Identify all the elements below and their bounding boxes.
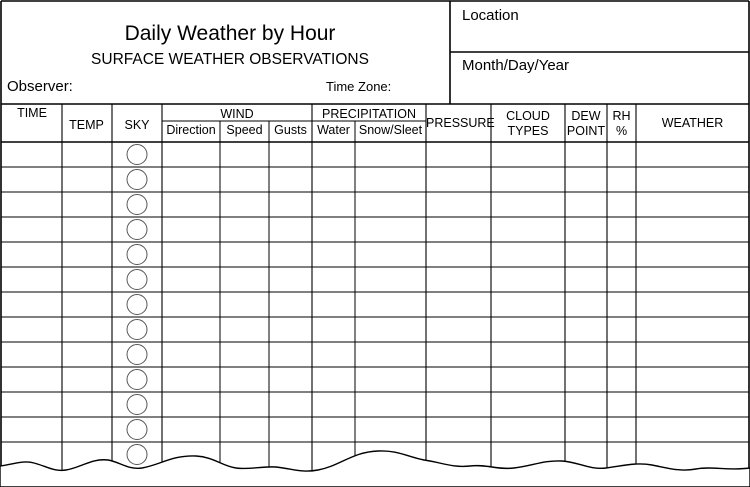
precip-water-cell[interactable] bbox=[312, 342, 355, 367]
rh-cell[interactable] bbox=[607, 267, 636, 292]
date-field[interactable] bbox=[580, 55, 745, 100]
precip-snow-cell[interactable] bbox=[355, 317, 426, 342]
wind-gusts-cell[interactable] bbox=[269, 292, 312, 317]
dew-point-cell[interactable] bbox=[565, 417, 607, 442]
precip-snow-cell[interactable] bbox=[355, 342, 426, 367]
temp-cell[interactable] bbox=[62, 217, 112, 242]
weather-cell[interactable] bbox=[636, 192, 749, 217]
dew-point-cell[interactable] bbox=[565, 167, 607, 192]
weather-cell[interactable] bbox=[636, 342, 749, 367]
pressure-cell[interactable] bbox=[426, 192, 491, 217]
wind-speed-cell[interactable] bbox=[220, 192, 269, 217]
header-wind-speed: Speed bbox=[226, 123, 263, 137]
cloud-types-cell[interactable] bbox=[491, 342, 565, 367]
pressure-cell[interactable] bbox=[426, 417, 491, 442]
precip-snow-cell[interactable] bbox=[355, 417, 426, 442]
wind-speed-cell[interactable] bbox=[220, 417, 269, 442]
rh-cell[interactable] bbox=[607, 167, 636, 192]
pressure-cell[interactable] bbox=[426, 142, 491, 167]
wind-direction-cell[interactable] bbox=[162, 367, 220, 392]
dew-point-cell[interactable] bbox=[565, 292, 607, 317]
pressure-cell[interactable] bbox=[426, 392, 491, 417]
temp-cell[interactable] bbox=[62, 442, 112, 467]
cloud-types-cell[interactable] bbox=[491, 442, 565, 467]
rh-cell[interactable] bbox=[607, 342, 636, 367]
observer-field[interactable] bbox=[80, 76, 320, 98]
precip-water-cell[interactable] bbox=[312, 242, 355, 267]
sky-cell bbox=[112, 342, 162, 367]
precip-water-cell[interactable] bbox=[312, 267, 355, 292]
dew-point-cell[interactable] bbox=[565, 442, 607, 467]
wind-speed-cell[interactable] bbox=[220, 242, 269, 267]
header-precip-snow: Snow/Sleet bbox=[358, 123, 423, 137]
pressure-cell[interactable] bbox=[426, 342, 491, 367]
wind-direction-cell[interactable] bbox=[162, 267, 220, 292]
cloud-types-cell[interactable] bbox=[491, 367, 565, 392]
rh-cell[interactable] bbox=[607, 367, 636, 392]
location-field[interactable] bbox=[530, 4, 745, 48]
dew-point-cell[interactable] bbox=[565, 192, 607, 217]
form-title: Daily Weather by Hour bbox=[124, 22, 336, 45]
pressure-cell[interactable] bbox=[426, 442, 491, 467]
wind-gusts-cell[interactable] bbox=[269, 392, 312, 417]
time-cell[interactable] bbox=[1, 192, 62, 217]
wind-direction-cell[interactable] bbox=[162, 442, 220, 467]
precip-water-cell[interactable] bbox=[312, 392, 355, 417]
wind-direction-cell[interactable] bbox=[162, 292, 220, 317]
temp-cell[interactable] bbox=[62, 417, 112, 442]
header-wind-gusts: Gusts bbox=[274, 123, 307, 137]
time-cell[interactable] bbox=[1, 417, 62, 442]
header-rh-line2: % bbox=[615, 124, 628, 138]
wind-gusts-cell[interactable] bbox=[269, 342, 312, 367]
wind-direction-cell[interactable] bbox=[162, 417, 220, 442]
cloud-types-cell[interactable] bbox=[491, 392, 565, 417]
wind-gusts-cell[interactable] bbox=[269, 167, 312, 192]
header-temp: TEMP bbox=[69, 118, 104, 132]
temp-cell[interactable] bbox=[62, 317, 112, 342]
dew-point-cell[interactable] bbox=[565, 217, 607, 242]
time-cell[interactable] bbox=[1, 292, 62, 317]
precip-water-cell[interactable] bbox=[312, 217, 355, 242]
header-weather: WEATHER bbox=[661, 116, 724, 130]
wind-speed-cell[interactable] bbox=[220, 167, 269, 192]
rh-cell[interactable] bbox=[607, 392, 636, 417]
wind-gusts-cell[interactable] bbox=[269, 267, 312, 292]
precip-water-cell[interactable] bbox=[312, 142, 355, 167]
precip-snow-cell[interactable] bbox=[355, 392, 426, 417]
precip-snow-cell[interactable] bbox=[355, 242, 426, 267]
precip-water-cell[interactable] bbox=[312, 192, 355, 217]
header-time: TIME bbox=[17, 106, 47, 120]
observer-label: Observer: bbox=[7, 78, 73, 95]
cloud-types-cell[interactable] bbox=[491, 242, 565, 267]
weather-cell[interactable] bbox=[636, 367, 749, 392]
wind-speed-cell[interactable] bbox=[220, 342, 269, 367]
pressure-cell[interactable] bbox=[426, 292, 491, 317]
temp-cell[interactable] bbox=[62, 267, 112, 292]
wind-gusts-cell[interactable] bbox=[269, 367, 312, 392]
wind-direction-cell[interactable] bbox=[162, 142, 220, 167]
header-precip-water: Water bbox=[317, 123, 350, 137]
time-cell[interactable] bbox=[1, 342, 62, 367]
sky-cell bbox=[112, 367, 162, 392]
header-dew-point-line2: POINT bbox=[566, 124, 606, 138]
rh-cell[interactable] bbox=[607, 192, 636, 217]
pressure-cell[interactable] bbox=[426, 367, 491, 392]
sky-cell bbox=[112, 167, 162, 192]
weather-cell[interactable] bbox=[636, 242, 749, 267]
rh-cell[interactable] bbox=[607, 442, 636, 467]
timezone-field[interactable] bbox=[395, 76, 447, 98]
sky-cell bbox=[112, 417, 162, 442]
time-cell[interactable] bbox=[1, 217, 62, 242]
sky-cell bbox=[112, 267, 162, 292]
rh-cell[interactable] bbox=[607, 292, 636, 317]
time-cell[interactable] bbox=[1, 367, 62, 392]
precip-snow-cell[interactable] bbox=[355, 192, 426, 217]
temp-cell[interactable] bbox=[62, 342, 112, 367]
cloud-types-cell[interactable] bbox=[491, 167, 565, 192]
header-cloud-types-line2: TYPES bbox=[507, 124, 549, 138]
wind-gusts-cell[interactable] bbox=[269, 417, 312, 442]
wind-direction-cell[interactable] bbox=[162, 392, 220, 417]
dew-point-cell[interactable] bbox=[565, 342, 607, 367]
time-cell[interactable] bbox=[1, 267, 62, 292]
cloud-types-cell[interactable] bbox=[491, 192, 565, 217]
header-sky: SKY bbox=[124, 118, 150, 132]
temp-cell[interactable] bbox=[62, 167, 112, 192]
wind-direction-cell[interactable] bbox=[162, 217, 220, 242]
pressure-cell[interactable] bbox=[426, 217, 491, 242]
date-label: Month/Day/Year bbox=[462, 57, 570, 74]
sky-cell bbox=[112, 442, 162, 467]
dew-point-cell[interactable] bbox=[565, 367, 607, 392]
rh-cell[interactable] bbox=[607, 142, 636, 167]
wind-gusts-cell[interactable] bbox=[269, 217, 312, 242]
cloud-types-cell[interactable] bbox=[491, 317, 565, 342]
weather-cell[interactable] bbox=[636, 417, 749, 442]
sky-cell bbox=[112, 392, 162, 417]
cloud-types-cell[interactable] bbox=[491, 142, 565, 167]
precip-water-cell[interactable] bbox=[312, 167, 355, 192]
rh-cell[interactable] bbox=[607, 242, 636, 267]
temp-cell[interactable] bbox=[62, 142, 112, 167]
wind-speed-cell[interactable] bbox=[220, 292, 269, 317]
dew-point-cell[interactable] bbox=[565, 242, 607, 267]
time-cell[interactable] bbox=[1, 317, 62, 342]
wind-gusts-cell[interactable] bbox=[269, 242, 312, 267]
wind-speed-cell[interactable] bbox=[220, 392, 269, 417]
precip-snow-cell[interactable] bbox=[355, 167, 426, 192]
dew-point-cell[interactable] bbox=[565, 267, 607, 292]
temp-cell[interactable] bbox=[62, 192, 112, 217]
header-wind-direction: Direction bbox=[166, 123, 216, 137]
cloud-types-cell[interactable] bbox=[491, 292, 565, 317]
time-cell[interactable] bbox=[1, 142, 62, 167]
pressure-cell[interactable] bbox=[426, 317, 491, 342]
wind-direction-cell[interactable] bbox=[162, 192, 220, 217]
weather-cell[interactable] bbox=[636, 292, 749, 317]
time-cell[interactable] bbox=[1, 392, 62, 417]
precip-snow-cell[interactable] bbox=[355, 442, 426, 467]
cloud-types-cell[interactable] bbox=[491, 417, 565, 442]
precip-snow-cell[interactable] bbox=[355, 142, 426, 167]
precip-snow-cell[interactable] bbox=[355, 267, 426, 292]
timezone-label: Time Zone: bbox=[326, 79, 392, 94]
wind-speed-cell[interactable] bbox=[220, 367, 269, 392]
time-cell[interactable] bbox=[1, 442, 62, 467]
temp-cell[interactable] bbox=[62, 392, 112, 417]
weather-cell[interactable] bbox=[636, 442, 749, 467]
pressure-cell[interactable] bbox=[426, 242, 491, 267]
header-precipitation: PRECIPITATION bbox=[322, 107, 416, 121]
header-rh-line1: RH bbox=[612, 109, 631, 123]
dew-point-cell[interactable] bbox=[565, 317, 607, 342]
wind-gusts-cell[interactable] bbox=[269, 142, 312, 167]
wind-speed-cell[interactable] bbox=[220, 317, 269, 342]
precip-water-cell[interactable] bbox=[312, 367, 355, 392]
precip-water-cell[interactable] bbox=[312, 292, 355, 317]
temp-cell[interactable] bbox=[62, 367, 112, 392]
time-cell[interactable] bbox=[1, 242, 62, 267]
header-wind: WIND bbox=[220, 107, 254, 121]
weather-cell[interactable] bbox=[636, 267, 749, 292]
header-pressure: PRESSURE bbox=[426, 116, 495, 130]
rh-cell[interactable] bbox=[607, 317, 636, 342]
form-subtitle: SURFACE WEATHER OBSERVATIONS bbox=[91, 51, 369, 68]
wind-speed-cell[interactable] bbox=[220, 442, 269, 467]
precip-snow-cell[interactable] bbox=[355, 292, 426, 317]
wind-direction-cell[interactable] bbox=[162, 342, 220, 367]
precip-snow-cell[interactable] bbox=[355, 367, 426, 392]
precip-snow-cell[interactable] bbox=[355, 217, 426, 242]
rh-cell[interactable] bbox=[607, 417, 636, 442]
header-cloud-types-line1: CLOUD bbox=[506, 109, 550, 123]
pressure-cell[interactable] bbox=[426, 167, 491, 192]
cloud-types-cell[interactable] bbox=[491, 267, 565, 292]
temp-cell[interactable] bbox=[62, 292, 112, 317]
wind-direction-cell[interactable] bbox=[162, 167, 220, 192]
dew-point-cell[interactable] bbox=[565, 142, 607, 167]
precip-water-cell[interactable] bbox=[312, 417, 355, 442]
temp-cell[interactable] bbox=[62, 242, 112, 267]
dew-point-cell[interactable] bbox=[565, 392, 607, 417]
weather-cell[interactable] bbox=[636, 217, 749, 242]
sky-cell bbox=[112, 192, 162, 217]
rh-cell[interactable] bbox=[607, 217, 636, 242]
cloud-types-cell[interactable] bbox=[491, 217, 565, 242]
wind-gusts-cell[interactable] bbox=[269, 442, 312, 467]
wind-gusts-cell[interactable] bbox=[269, 317, 312, 342]
wind-direction-cell[interactable] bbox=[162, 317, 220, 342]
wind-speed-cell[interactable] bbox=[220, 267, 269, 292]
sky-cell bbox=[112, 242, 162, 267]
wind-speed-cell[interactable] bbox=[220, 217, 269, 242]
sky-cell bbox=[112, 217, 162, 242]
wind-speed-cell[interactable] bbox=[220, 142, 269, 167]
sky-cell bbox=[112, 292, 162, 317]
wind-gusts-cell[interactable] bbox=[269, 192, 312, 217]
weather-cell[interactable] bbox=[636, 142, 749, 167]
pressure-cell[interactable] bbox=[426, 267, 491, 292]
location-label: Location bbox=[462, 7, 519, 24]
wind-direction-cell[interactable] bbox=[162, 242, 220, 267]
time-cell[interactable] bbox=[1, 167, 62, 192]
weather-cell[interactable] bbox=[636, 317, 749, 342]
sky-cell bbox=[112, 317, 162, 342]
precip-water-cell[interactable] bbox=[312, 317, 355, 342]
weather-cell[interactable] bbox=[636, 167, 749, 192]
weather-cell[interactable] bbox=[636, 392, 749, 417]
sky-cell bbox=[112, 142, 162, 167]
precip-water-cell[interactable] bbox=[312, 442, 355, 467]
header-dew-point-line1: DEW bbox=[571, 109, 601, 123]
